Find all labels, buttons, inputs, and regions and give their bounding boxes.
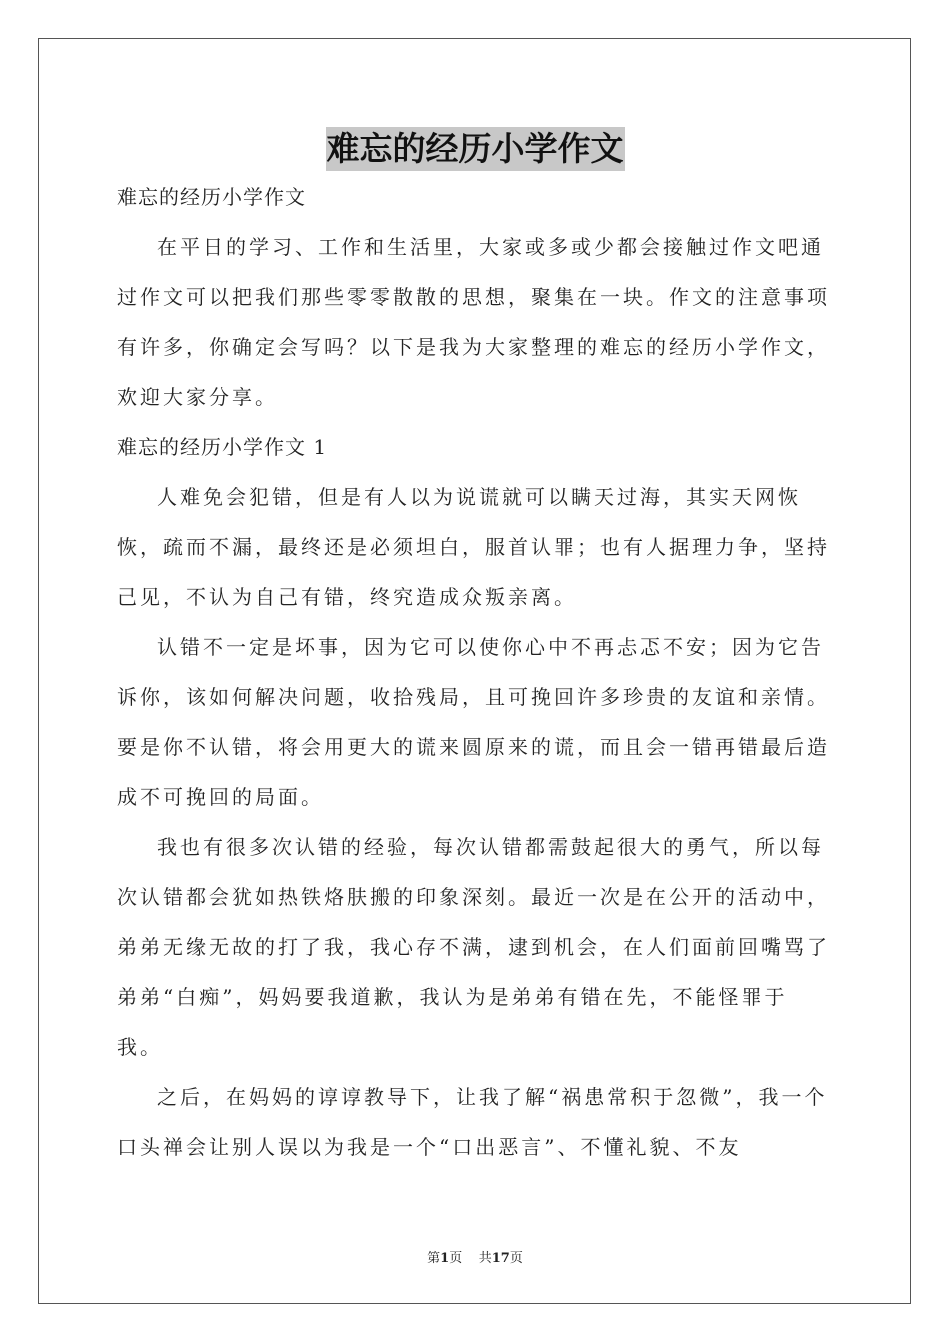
total-prefix: 共 [478,1251,492,1266]
section-heading: 难忘的经历小学作文 1 [117,435,328,459]
body-paragraph: 认错不一定是坏事，因为它可以使你心中不再忐忑不安；因为它告诉你，该如何解决问题，收拾残局，且可挽回许多珍贵的友谊和亲情。要是你不认错，将会用更大的谎来圆原来的谎，而且会一错再错最后造成不可挽回的局面。 [117,635,830,809]
total-suffix: 页 [509,1251,523,1266]
body-paragraph: 人难免会犯错，但是有人以为说谎就可以瞒天过海，其实天网恢恢，疏而不漏，最终还是必须坦白，服首认罪；也有人据理力争，坚持己见，不认为自己有错，终究造成众叛亲离。 [117,485,830,609]
total-pages: 17 [491,1251,510,1266]
page-number: 1 [440,1251,450,1266]
body-paragraph: 之后，在妈妈的谆谆教导下，让我了解“祸患常积于忽微”，我一个口头禅会让别人误以为我是一个“口出恶言”、不懂礼貌、不友 [117,1085,828,1159]
body-paragraph: 我也有很多次认错的经验，每次认错都需鼓起很大的勇气，所以每次认错都会犹如热铁烙肤搬的印象深刻。最近一次是在公开的活动中，弟弟无缘无故的打了我，我心存不满，逮到机会，在人们面前回嘴骂了弟弟“白痴”，妈妈要我道歉，我认为是弟弟有错在先，不能怪罪于我。 [117,835,830,1059]
page-suffix: 页 [449,1251,463,1266]
page-prefix: 第 [427,1251,441,1266]
document-body [117,172,833,1172]
page-footer [0,1247,950,1266]
title-container [0,127,950,171]
subtitle: 难忘的经历小学作文 [117,185,306,209]
document-title: 难忘的经历小学作文 [326,127,625,171]
intro-paragraph: 在平日的学习、工作和生活里，大家或多或少都会接触过作文吧通过作文可以把我们那些零零散散的思想，聚集在一块。作文的注意事项有许多，你确定会写吗？以下是我为大家整理的难忘的经历小学作文，欢迎大家分享。 [117,235,830,409]
